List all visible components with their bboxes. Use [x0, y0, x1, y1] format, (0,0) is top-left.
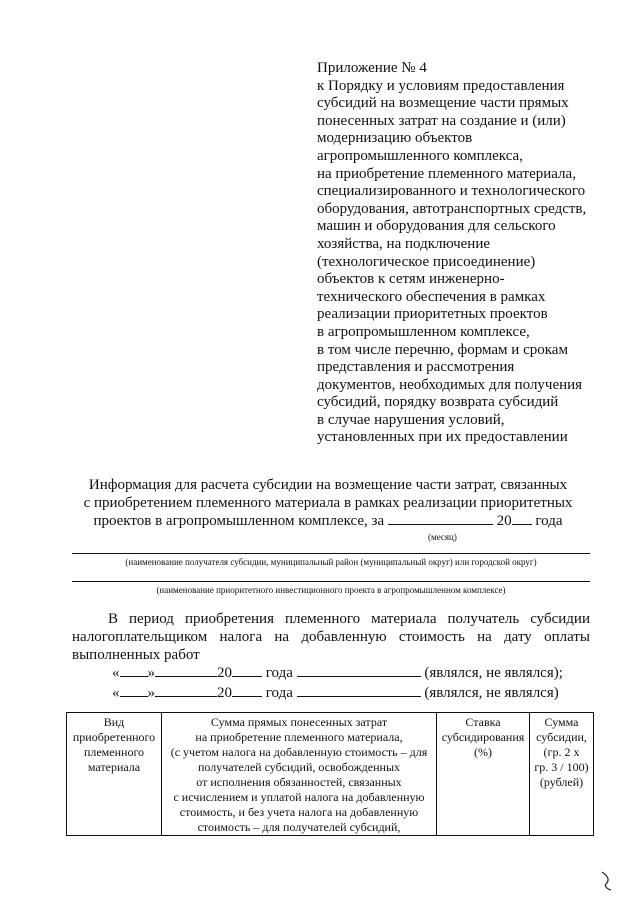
title-year-prefix: 20: [496, 513, 512, 529]
header-text: получателей субсидий, освобожденных: [197, 760, 401, 774]
header-text: Сумма прямых понесенных затрат: [210, 715, 388, 729]
header-text: субсидирования: [441, 730, 525, 744]
appendix-line: в агропромышленном комплексе,: [317, 323, 530, 340]
appendix-line: Приложение № 4: [317, 60, 427, 76]
header-text: материала: [87, 760, 141, 774]
quote-open: «: [112, 665, 120, 681]
quote-open: «: [112, 685, 120, 701]
header-text: стоимость – для получателей субсидий,: [197, 820, 401, 834]
year-prefix: 20: [217, 685, 232, 701]
header-text: гр. 3 / 100): [534, 760, 589, 774]
title-year-word: года: [535, 513, 563, 529]
tax-status-paragraph: [72, 610, 590, 664]
status-field[interactable]: [297, 663, 421, 677]
paragraph-line-1: В период приобретения племенного материала получатель субсидии: [108, 611, 590, 627]
header-text: (с учетом налога на добавленную стоимость – для: [170, 745, 428, 759]
month-blank-field[interactable]: [388, 512, 493, 525]
title-line-3: [40, 512, 616, 530]
header-cell-subsidy-amount: [530, 713, 594, 836]
year-word: года: [265, 685, 293, 701]
header-text: племенного: [83, 745, 145, 759]
header-text: Вид: [103, 715, 125, 729]
handwritten-mark: [598, 870, 616, 892]
appendix-line: в том числе перечню, формам и срокам: [317, 341, 568, 358]
appendix-line: модернизацию объектов: [317, 130, 473, 147]
quote-close: »: [147, 665, 155, 681]
title-line-1: Информация для расчета субсидии на возмещение части затрат, связанных: [88, 477, 568, 493]
appendix-line: субсидий, порядку возврата субсидий: [317, 394, 559, 411]
header-text: с исчислением и уплатой налога на добавленную: [173, 790, 425, 804]
header-text: (рублей): [539, 775, 584, 789]
appendix-line: понесенных затрат на создание и (или): [317, 112, 566, 129]
status-caption: (являлся, не являлся);: [424, 665, 563, 681]
appendix-header: [317, 60, 617, 447]
title-line-3-prefix: проектов в агропромышленном комплексе, за: [93, 513, 385, 529]
appendix-line: машин и оборудования для сельского: [317, 218, 556, 235]
header-text: субсидии,: [536, 730, 587, 744]
appendix-line: в случае нарушения условий,: [317, 411, 505, 428]
year-word: года: [265, 665, 293, 681]
header-text: (гр. 2 х: [543, 745, 580, 759]
appendix-line: (технологическое присоединение): [317, 253, 536, 270]
header-text: Ставка: [465, 715, 501, 729]
day-field[interactable]: [120, 683, 148, 697]
header-text: (%): [474, 745, 492, 759]
appendix-line: хозяйства, на подключение: [317, 235, 491, 252]
title-line-2: с приобретением племенного материала в рамках реализации приоритетных: [83, 495, 573, 511]
header-text: на приобретение племенного материала,: [195, 730, 403, 744]
recipient-caption: (наименование получателя субсидии, муниципальный район (муниципальный округ) или городской округ): [125, 557, 537, 567]
year-field[interactable]: [232, 683, 262, 697]
appendix-line: объектов к сетям инженерно-: [317, 271, 505, 288]
appendix-line: установленных при их предоставлении: [317, 429, 568, 446]
appendix-line: агропромышленного комплекса,: [317, 147, 523, 164]
appendix-line: субсидий на возмещение части прямых: [317, 95, 569, 112]
header-text: стоимость, и без учета налога на добавленную: [179, 805, 419, 819]
quote-close: »: [147, 685, 155, 701]
paragraph-line-2: налогоплательщиком налога на добавленную стоимость на дату оплаты: [72, 629, 590, 645]
appendix-line: на приобретение племенного материала,: [317, 165, 576, 182]
subsidy-table: [66, 712, 594, 836]
year-field[interactable]: [232, 663, 262, 677]
document-title: [40, 476, 616, 530]
status-caption: (являлся, не являлся): [424, 685, 559, 701]
month-field[interactable]: [155, 663, 217, 677]
date-line-1: [112, 663, 563, 682]
header-text: Сумма: [544, 715, 579, 729]
paragraph-line-3: выполненных работ: [72, 647, 200, 663]
project-caption: (наименование приоритетного инвестиционного проекта в агропромышленном комплексе): [156, 585, 506, 595]
day-field[interactable]: [120, 663, 148, 677]
month-field[interactable]: [155, 683, 217, 697]
table-header-row: [67, 713, 594, 836]
appendix-line: к Порядку и условиям предоставления: [317, 77, 565, 94]
recipient-field-line[interactable]: [72, 553, 590, 554]
header-cell-subsidy-rate: [437, 713, 530, 836]
appendix-line: реализации приоритетных проектов: [317, 306, 548, 323]
appendix-line: специализированного и технологического: [317, 183, 586, 200]
appendix-line: документов, необходимых для получения: [317, 376, 583, 393]
header-text: приобретенного: [72, 730, 156, 744]
date-line-2: [112, 683, 559, 702]
header-cell-direct-costs: [162, 713, 437, 836]
year-blank-field[interactable]: [512, 512, 532, 525]
status-field[interactable]: [297, 683, 421, 697]
year-prefix: 20: [217, 665, 232, 681]
appendix-line: представления и рассмотрения: [317, 359, 515, 376]
appendix-line: оборудования, автотранспортных средств,: [317, 200, 587, 217]
header-cell-material-type: [67, 713, 162, 836]
month-caption: (месяц): [428, 532, 457, 542]
appendix-line: технического обеспечения в рамках: [317, 288, 546, 305]
header-text: от исполнения обязанностей, связанных: [196, 775, 402, 789]
project-field-line[interactable]: [72, 581, 590, 582]
